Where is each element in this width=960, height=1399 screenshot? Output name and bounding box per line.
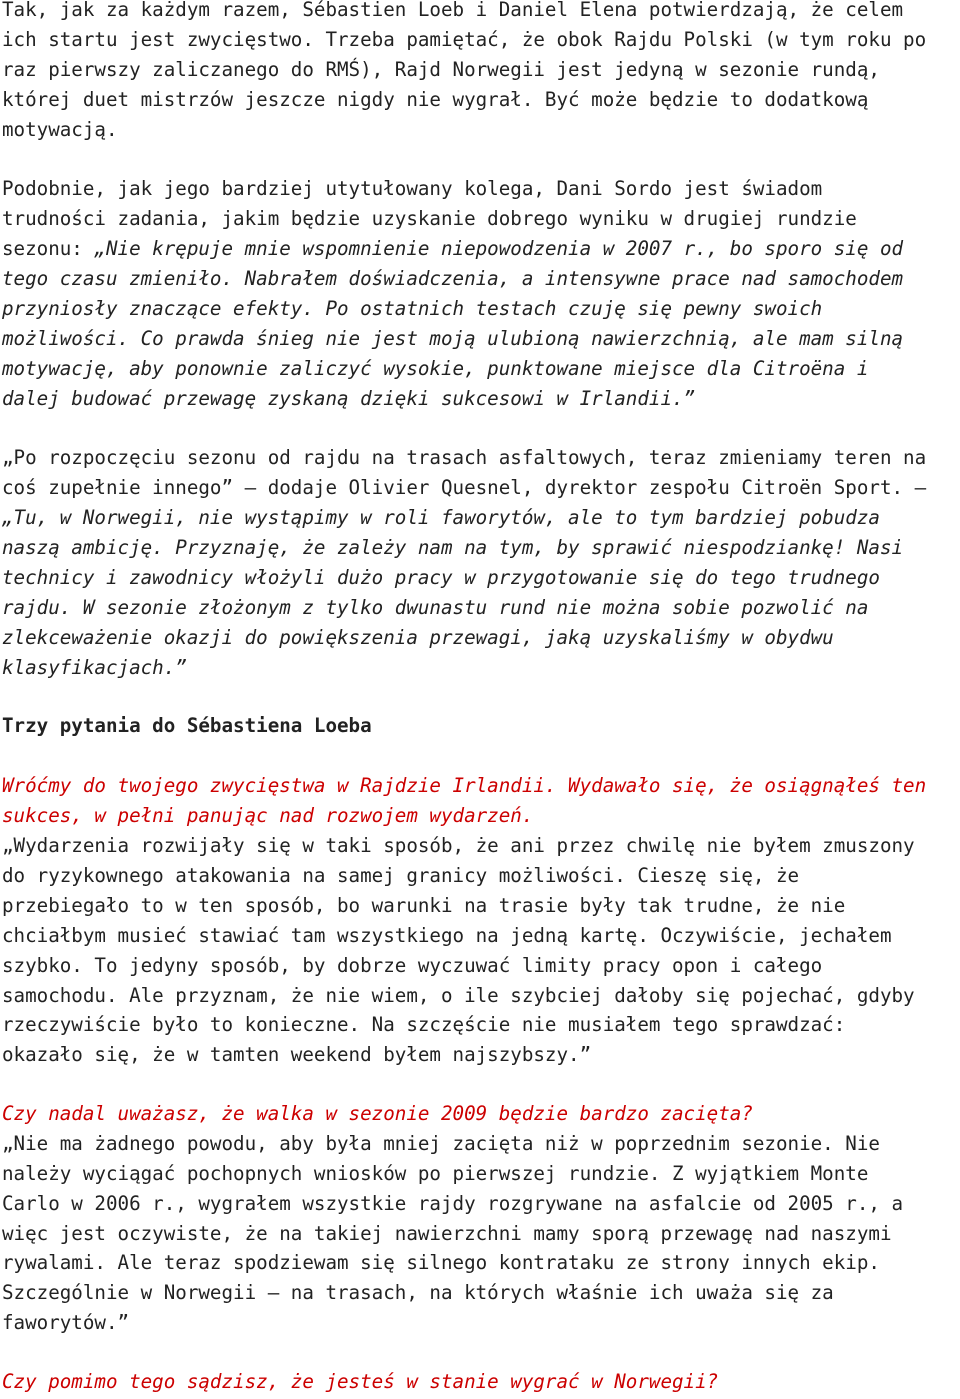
quesnel-quote-line: rajdu. W sezonie złożonym z tylko dwunastu rund nie można sobie pozwolić na — [2, 596, 869, 619]
sordo-lead-text: sezonu: — [2, 237, 95, 260]
interview-answer-line: rywalami. Ale teraz spodziewam się silnego kontrataku ze strony innych ekip. — [2, 1251, 880, 1274]
sordo-quote-line: motywację, aby ponownie zaliczyć wysokie, punktowane miejsce dla Citroëna i — [2, 357, 869, 380]
section-heading: Trzy pytania do Sébastiena Loeba — [2, 714, 372, 737]
interview-answer-line: Carlo w 2006 r., wygrałem wszystkie rajdy rozgrywane na asfalcie od 2005 r., a — [2, 1192, 904, 1215]
sordo-quote-start: „Nie krępuje mnie wspomnienie niepowodzenia w 2007 r., bo sporo się od — [94, 237, 904, 260]
intro-line: ich startu jest zwycięstwo. Trzeba pamiętać, że obok Rajdu Polski (w tym roku po — [2, 28, 927, 51]
interview-answer-line: „Wydarzenia rozwijały się w taki sposób, że ani przez chwilę nie byłem zmuszony — [2, 834, 915, 857]
sordo-line: trudności zadania, jakim będzie uzyskanie dobrego wyniku w drugiej rundzie — [2, 207, 857, 230]
sordo-quote-line: możliwości. Co prawda śnieg nie jest moją ulubioną nawierzchnią, ale mam silną — [2, 327, 904, 350]
interview-answer-line: należy wyciągać pochopnych wniosków po pierwszej rundzie. Z wyjątkiem Monte — [2, 1162, 869, 1185]
interview-question: sukces, w pełni panując nad rozwojem wydarzeń. — [2, 804, 534, 827]
quesnel-quote-line: zlekceważenie okazji do powiększenia przewagi, jaką uzyskaliśmy w obydwu — [2, 626, 834, 649]
interview-answer-line: rzeczywiście było to konieczne. Na szczęście nie musiałem tego sprawdzać: — [2, 1013, 846, 1036]
sordo-quote-line: przyniosły znaczące efekty. Po ostatnich testach czuję się pewny swoich — [2, 297, 823, 320]
sordo-quote-line: dalej budować przewagę zyskaną dzięki sukcesowi w Irlandii.” — [2, 387, 696, 410]
interview-question: Czy pomimo tego sądzisz, że jesteś w stanie wygrać w Norwegii? — [2, 1370, 719, 1393]
sordo-line-mixed — [2, 234, 903, 264]
interview-answer-line: do ryzykownego atakowania na samej granicy możliwości. Cieszę się, że — [2, 864, 800, 887]
interview-answer-line: „Nie ma żadnego powodu, aby była mniej zacięta niż w poprzednim sezonie. Nie — [2, 1132, 880, 1155]
intro-line: Tak, jak za każdym razem, Sébastien Loeb i Daniel Elena potwierdzają, że celem — [2, 0, 904, 21]
interview-answer-line: okazało się, że w tamten weekend byłem najszybszy.” — [2, 1043, 592, 1066]
sordo-quote-line: tego czasu zmieniło. Nabrałem doświadczenia, a intensywne prace nad samochodem — [2, 267, 904, 290]
interview-answer-line: samochodu. Ale przyznam, że nie wiem, o ile szybciej dałoby się pojechać, gdyby — [2, 984, 915, 1007]
interview-answer-line: chciałbym musieć stawiać tam wszystkiego na jedną kartę. Oczywiście, jechałem — [2, 924, 892, 947]
interview-question: Wróćmy do twojego zwycięstwa w Rajdzie Irlandii. Wydawało się, że osiągnąłeś ten — [2, 774, 927, 797]
interview-answer-line: Szczególnie w Norwegii – na trasach, na których właśnie ich uważa się za — [2, 1281, 834, 1304]
sordo-line: Podobnie, jak jego bardziej utytułowany kolega, Dani Sordo jest świadom — [2, 177, 823, 200]
quesnel-quote-line: klasyfikacjach.” — [2, 656, 187, 679]
intro-line: której duet mistrzów jeszcze nigdy nie wygrał. Być może będzie to dodatkową — [2, 88, 869, 111]
interview-answer-line: faworytów.” — [2, 1311, 130, 1334]
intro-line: raz pierwszy zaliczanego do RMŚ), Rajd Norwegii jest jedyną w sezonie rundą, — [2, 58, 880, 81]
interview-answer-line: szybko. To jedyny sposób, by dobrze wyczuwać limity pracy opon i całego — [2, 954, 823, 977]
quesnel-line: coś zupełnie innego” – dodaje Olivier Quesnel, dyrektor zespołu Citroën Sport. – — [2, 476, 927, 499]
quesnel-line: „Po rozpoczęciu sezonu od rajdu na trasach asfaltowych, teraz zmieniamy teren na — [2, 446, 927, 469]
intro-line: motywacją. — [2, 118, 118, 141]
interview-question: Czy nadal uważasz, że walka w sezonie 2009 będzie bardzo zacięta? — [2, 1102, 753, 1125]
interview-answer-line: więc jest oczywiste, że na takiej nawierzchni mamy sporą przewagę nad naszymi — [2, 1222, 892, 1245]
quesnel-quote-line: technicy i zawodnicy włożyli dużo pracy w przygotowanie się do tego trudnego — [2, 566, 880, 589]
interview-answer-line: przebiegało to w ten sposób, bo warunki na trasie były tak trudne, że nie — [2, 894, 846, 917]
quesnel-quote-line: naszą ambicję. Przyznaję, że zależy nam na tym, by sprawić niespodziankę! Nasi — [2, 536, 904, 559]
quesnel-quote-line: „Tu, w Norwegii, nie wystąpimy w roli faworytów, ale to tym bardziej pobudza — [2, 506, 880, 529]
